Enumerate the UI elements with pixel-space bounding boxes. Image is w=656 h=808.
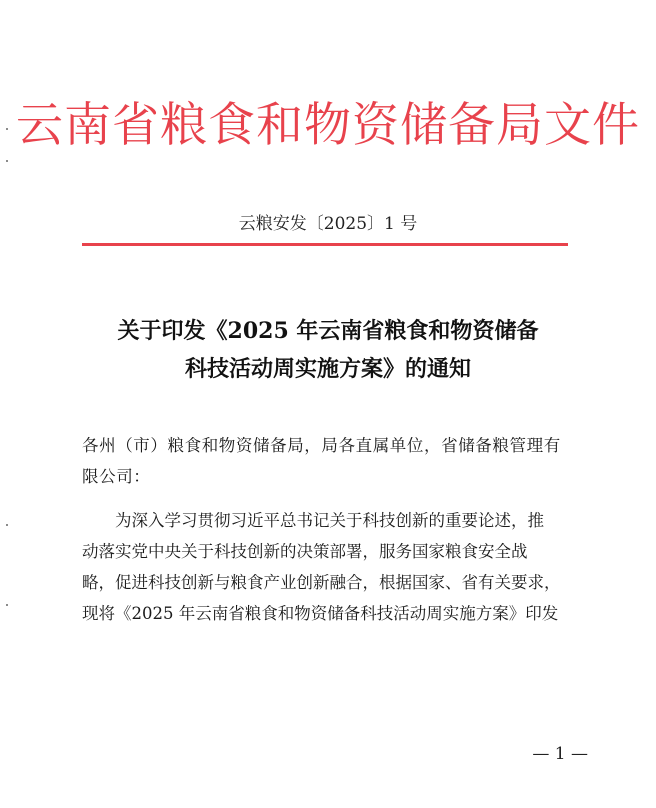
notice-title: [0, 312, 656, 388]
addressee-line-1: 各州（市）粮食和物资储备局，局各直属单位，省储备粮管理有: [82, 436, 561, 455]
body-line-4: 现将《2025 年云南省粮食和物资储备科技活动周实施方案》印发: [82, 604, 559, 623]
notice-title-line-1: 关于印发《2025 年云南省粮食和物资储备: [117, 318, 539, 344]
addressee-block: [82, 430, 582, 492]
body-line-2: 动落实党中央关于科技创新的决策部署，服务国家粮食安全战: [82, 542, 528, 561]
page-number: — 1 —: [532, 744, 588, 764]
body-line-1: 为深入学习贯彻习近平总书记关于科技创新的重要论述，推: [115, 511, 544, 530]
red-divider-line: [82, 243, 568, 246]
margin-mark: [6, 160, 8, 162]
body-line-3: 略，促进科技创新与粮食产业创新融合，根据国家、省有关要求，: [82, 573, 561, 592]
body-paragraph: [82, 505, 582, 629]
margin-mark: [6, 524, 8, 526]
document-number: 云粮安发〔2025〕1 号: [238, 214, 418, 234]
notice-title-line-2: 科技活动周实施方案》的通知: [184, 356, 471, 382]
document-header-title: 云南省粮食和物资储备局文件: [16, 98, 640, 153]
margin-mark: [6, 604, 8, 606]
addressee-line-2: 限公司：: [82, 467, 151, 486]
